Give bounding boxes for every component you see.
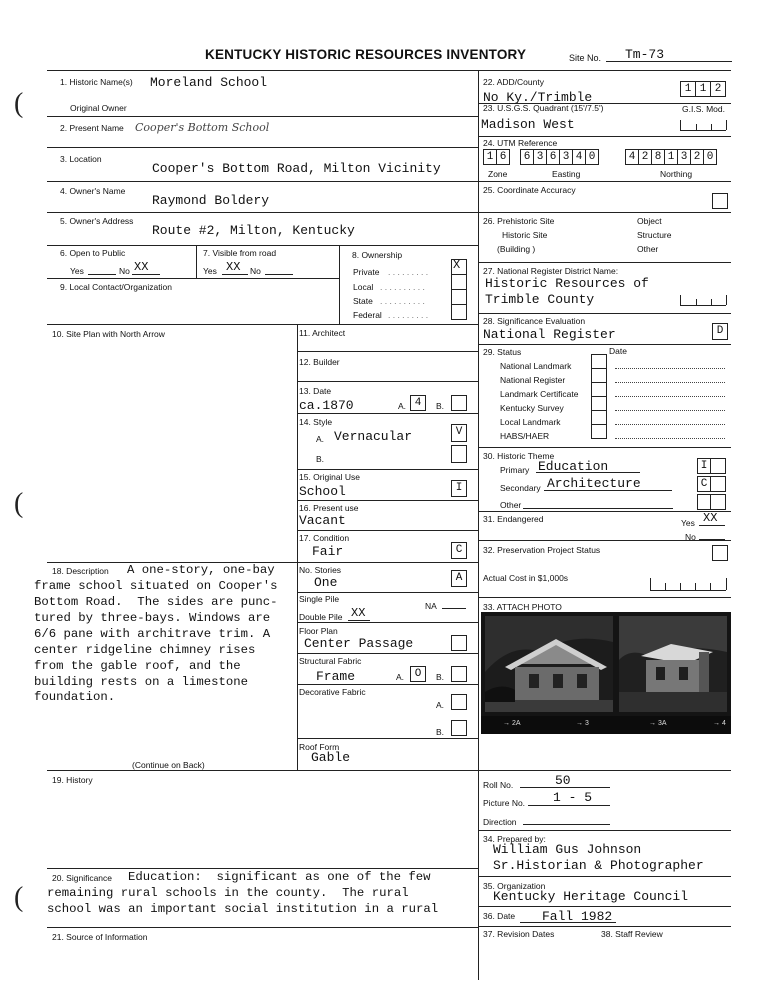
significance-eval-code[interactable]: D <box>712 323 728 340</box>
date-a-label: A. <box>398 401 407 411</box>
decorative-fabric-label: Decorative Fabric <box>299 687 366 697</box>
usgs-label: 23. U.S.G.S. Quadrant (15'/7.5') <box>483 103 604 113</box>
film-mark-2a: → 2A <box>503 720 521 727</box>
historic-site-label: Historic Site <box>502 230 548 240</box>
description-line-8: building rests on a limestone <box>34 675 249 689</box>
description-line-7: from the gable roof, and the <box>34 659 241 673</box>
description-line-5: 6/6 pane with architrave trim. A <box>34 627 271 641</box>
ownership-label: 8. Ownership <box>352 250 403 260</box>
description-line-6: center ridgeline chimney rises <box>34 643 256 657</box>
no-stories-value: One <box>314 575 338 590</box>
description-line-1: A one-story, one-bay <box>127 563 275 577</box>
utm-northing-digit: 4 <box>625 149 639 165</box>
structure-label: Structure <box>637 230 672 240</box>
direction-label: Direction <box>483 817 517 827</box>
significance-line-2: remaining rural schools in the county. The rural <box>47 886 409 900</box>
ownership-box-federal[interactable] <box>451 304 467 320</box>
status-label: 29. Status <box>483 347 522 357</box>
film-mark-3a: → 3A <box>649 720 667 727</box>
revision-dates-label: 37. Revision Dates <box>483 929 555 939</box>
present-use-label: 16. Present use <box>299 503 359 513</box>
utm-northing-digit: 3 <box>678 149 691 165</box>
picture-no-label: Picture No. <box>483 798 526 808</box>
significance-label: 20. Significance <box>52 873 113 883</box>
status-local-landmark: Local Landmark <box>500 417 561 427</box>
ownership-private-mark: X <box>453 258 461 272</box>
preservation-status-label: 32. Preservation Project Status <box>483 545 601 555</box>
punch-mark-top: ( <box>14 88 24 119</box>
endangered-yes-value: XX <box>703 511 718 525</box>
open-public-label: 6. Open to Public <box>60 248 126 258</box>
county-code-2: 1 <box>695 81 711 97</box>
primary-theme-value: Education <box>538 459 609 474</box>
status-date-label: Date <box>609 346 627 356</box>
attach-photo-label: 33. ATTACH PHOTO <box>483 602 562 612</box>
structural-fabric-value: Frame <box>316 669 356 684</box>
film-mark-4: → 4 <box>713 720 726 727</box>
history-label: 19. History <box>52 775 93 785</box>
coordinate-accuracy-box[interactable] <box>712 193 728 209</box>
status-landmark-certificate: Landmark Certificate <box>500 389 579 399</box>
status-national-landmark: National Landmark <box>500 361 572 371</box>
utm-northing-digit: 2 <box>691 149 704 165</box>
utm-zone-digit: 6 <box>497 149 510 165</box>
date-a-code[interactable]: 4 <box>410 395 426 411</box>
open-public-yes-label: Yes <box>70 266 84 276</box>
original-use-value: School <box>299 484 346 499</box>
source-label: 21. Source of Information <box>52 932 148 942</box>
location-value: Cooper's Bottom Road, Milton Vicinity <box>152 161 441 176</box>
gis-mod-label: G.I.S. Mod. <box>682 104 725 114</box>
zone-label: Zone <box>488 169 508 179</box>
endangered-yes-label: Yes <box>681 518 695 528</box>
punch-mark-middle: ( <box>14 488 24 519</box>
status-box-6[interactable] <box>591 424 607 439</box>
site-plan-label: 10. Site Plan with North Arrow <box>52 329 165 339</box>
present-use-value: Vacant <box>299 513 346 528</box>
status-box-4[interactable] <box>591 396 607 411</box>
actual-cost-label: Actual Cost in $1,000s <box>483 573 569 583</box>
original-use-code[interactable]: I <box>451 480 467 497</box>
significance-eval-value: National Register <box>483 327 616 342</box>
building-label: (Building ) <box>497 244 536 254</box>
northing-label: Northing <box>660 169 693 179</box>
utm-easting-digit: 0 <box>586 149 599 165</box>
sf-b-label: B. <box>436 672 445 682</box>
open-public-no-value: XX <box>134 260 149 274</box>
ownership-private-label: Private <box>353 267 380 277</box>
open-public-no-label: No <box>119 266 130 276</box>
significance-line-3: school was an important social institution in a rural <box>47 902 439 916</box>
roll-no-label: Roll No. <box>483 780 514 790</box>
status-box-3[interactable] <box>591 382 607 397</box>
county-code-1: 1 <box>680 81 696 97</box>
sf-a-code[interactable]: O <box>410 666 426 682</box>
utm-easting-digit: 4 <box>573 149 586 165</box>
add-county-label: 22. ADD/County <box>483 77 544 87</box>
single-pile-label: Single Pile <box>299 594 340 604</box>
roof-form-value: Gable <box>311 750 351 765</box>
coordinate-accuracy-label: 25. Coordinate Accuracy <box>483 185 576 195</box>
organization-value: Kentucky Heritage Council <box>493 889 689 904</box>
df-a-box[interactable] <box>451 694 467 710</box>
date-b-label: B. <box>436 401 445 411</box>
endangered-label: 31. Endangered <box>483 514 544 524</box>
utm-easting-digit: 6 <box>520 149 534 165</box>
usgs-quad-value: Madison West <box>481 117 575 132</box>
sf-b-box[interactable] <box>451 666 467 682</box>
easting-label: Easting <box>552 169 581 179</box>
visible-yes-value: XX <box>226 260 241 274</box>
primary-theme-code[interactable]: I <box>697 458 711 474</box>
df-b-label: B. <box>436 727 445 737</box>
owner-address-label: 5. Owner's Address <box>60 216 134 226</box>
original-use-label: 15. Original Use <box>299 472 360 482</box>
prepared-date-label: 36. Date <box>483 911 516 921</box>
date-label: 13. Date <box>299 386 332 396</box>
utm-northing-digit: 0 <box>704 149 717 165</box>
status-habs-haer: HABS/HAER <box>500 431 550 441</box>
location-label: 3. Location <box>60 154 102 164</box>
site-no-label: Site No. <box>569 53 602 63</box>
owner-name-value: Raymond Boldery <box>152 193 270 208</box>
architect-label: 11. Architect <box>299 328 346 338</box>
description-line-2: frame school situated on Cooper's <box>34 579 278 593</box>
secondary-theme-label: Secondary <box>500 483 541 493</box>
secondary-theme-value: Architecture <box>547 476 641 491</box>
style-b-label: B. <box>316 454 325 464</box>
style-label: 14. Style <box>299 417 333 427</box>
endangered-no-label: No <box>685 532 696 542</box>
utm-northing-digit: 2 <box>639 149 652 165</box>
owner-name-label: 4. Owner's Name <box>60 186 126 196</box>
utm-easting <box>520 149 599 165</box>
date-b-box[interactable] <box>451 395 467 411</box>
organization-label: 35. Organization <box>483 881 546 891</box>
description-label: 18. Description <box>52 566 109 576</box>
historic-name-value: Moreland School <box>150 75 268 90</box>
continue-on-back: (Continue on Back) <box>132 760 205 770</box>
visible-road-label: 7. Visible from road <box>203 248 277 258</box>
form-title: KENTUCKY HISTORIC RESOURCES INVENTORY <box>205 47 527 62</box>
utm-easting-digit: 3 <box>560 149 573 165</box>
nr-district-label: 27. National Register District Name: <box>483 266 619 276</box>
date-value: ca.1870 <box>299 398 354 413</box>
builder-label: 12. Builder <box>299 357 340 367</box>
roll-no-value: 50 <box>555 773 571 788</box>
site-no-value: Tm-73 <box>625 47 665 62</box>
present-name-value: Cooper's Bottom School <box>135 121 270 134</box>
ownership-local-label: Local <box>353 282 374 292</box>
style-a-value: Vernacular <box>334 429 413 444</box>
floor-plan-box[interactable] <box>451 635 467 651</box>
status-kentucky-survey: Kentucky Survey <box>500 403 564 413</box>
condition-value: Fair <box>312 544 344 559</box>
description-line-9: foundation. <box>34 690 116 704</box>
no-stories-label: No. Stories <box>299 565 342 575</box>
style-a-code[interactable]: V <box>451 424 467 442</box>
condition-label: 17. Condition <box>299 533 350 543</box>
punch-mark-bottom: ( <box>14 882 24 913</box>
secondary-theme-code[interactable]: C <box>697 476 711 492</box>
prehistoric-site-label: 26. Prehistoric Site <box>483 216 555 226</box>
status-box-1[interactable] <box>591 354 607 369</box>
original-owner-label: Original Owner <box>70 103 127 113</box>
visible-no-label: No <box>250 266 261 276</box>
ownership-state-label: State <box>353 296 373 306</box>
owner-address-value: Route #2, Milton, Kentucky <box>152 223 355 238</box>
ownership-box-local[interactable] <box>451 274 467 290</box>
historic-theme-label: 30. Historic Theme <box>483 451 555 461</box>
condition-code[interactable]: C <box>451 542 467 559</box>
significance-line-1: Education: significant as one of the few <box>128 870 431 884</box>
utm-northing-digit: 1 <box>665 149 678 165</box>
object-label: Object <box>637 216 662 226</box>
structural-fabric-label: Structural Fabric <box>299 656 362 666</box>
utm-easting-digit: 6 <box>547 149 560 165</box>
utm-label: 24. UTM Reference <box>483 138 558 148</box>
double-pile-label: Double Pile <box>299 612 343 622</box>
significance-eval-label: 28. Significance Evaluation <box>483 316 586 326</box>
status-box-2[interactable] <box>591 368 607 383</box>
ownership-federal-label: Federal <box>353 310 382 320</box>
present-name-label: 2. Present Name <box>60 123 124 133</box>
preservation-status-box[interactable] <box>712 545 728 561</box>
prepared-by-name: William Gus Johnson <box>493 842 642 857</box>
df-a-label: A. <box>436 700 445 710</box>
style-b-box[interactable] <box>451 445 467 463</box>
other-type-label: Other <box>637 244 659 254</box>
status-box-5[interactable] <box>591 410 607 425</box>
roof-form-label: Roof Form <box>299 742 340 752</box>
prepared-by-label: 34. Prepared by: <box>483 834 546 844</box>
primary-theme-label: Primary <box>500 465 530 475</box>
add-county-value: No Ky./Trimble <box>483 90 593 105</box>
double-pile-value: XX <box>351 606 366 620</box>
utm-northing <box>625 149 717 165</box>
df-b-box[interactable] <box>451 720 467 736</box>
floor-plan-label: Floor Plan <box>299 626 338 636</box>
style-a-label: A. <box>316 434 325 444</box>
historic-name-label: 1. Historic Name(s) <box>60 77 133 87</box>
status-national-register: National Register <box>500 375 566 385</box>
utm-easting-digit: 3 <box>534 149 547 165</box>
film-mark-3: → 3 <box>576 720 589 727</box>
picture-no-value: 1 - 5 <box>553 790 593 805</box>
nr-district-line-1: Historic Resources of <box>485 276 649 291</box>
ownership-box-state[interactable] <box>451 289 467 305</box>
staff-review-label: 38. Staff Review <box>601 929 663 939</box>
utm-northing-digit: 8 <box>652 149 665 165</box>
floor-plan-value: Center Passage <box>304 636 414 651</box>
prepared-by-title: Sr.Historian & Photographer <box>493 858 704 873</box>
description-line-4: tured by three-bays. Windows are <box>34 611 271 625</box>
nr-district-line-2: Trimble County <box>485 292 595 307</box>
no-stories-code[interactable]: A <box>451 570 467 587</box>
other-theme-label: Other <box>500 500 522 510</box>
visible-yes-label: Yes <box>203 266 217 276</box>
utm-zone-digit: 1 <box>483 149 497 165</box>
county-code-3: 2 <box>710 81 726 97</box>
photo-image <box>481 612 731 734</box>
attached-photo <box>481 612 731 734</box>
local-contact-label: 9. Local Contact/Organization <box>60 282 172 292</box>
utm-zone <box>483 149 510 165</box>
prepared-date-value: Fall 1982 <box>542 909 613 924</box>
na-label: NA <box>425 601 437 611</box>
description-line-3: Bottom Road. The sides are punc- <box>34 595 278 609</box>
sf-a-label: A. <box>396 672 405 682</box>
